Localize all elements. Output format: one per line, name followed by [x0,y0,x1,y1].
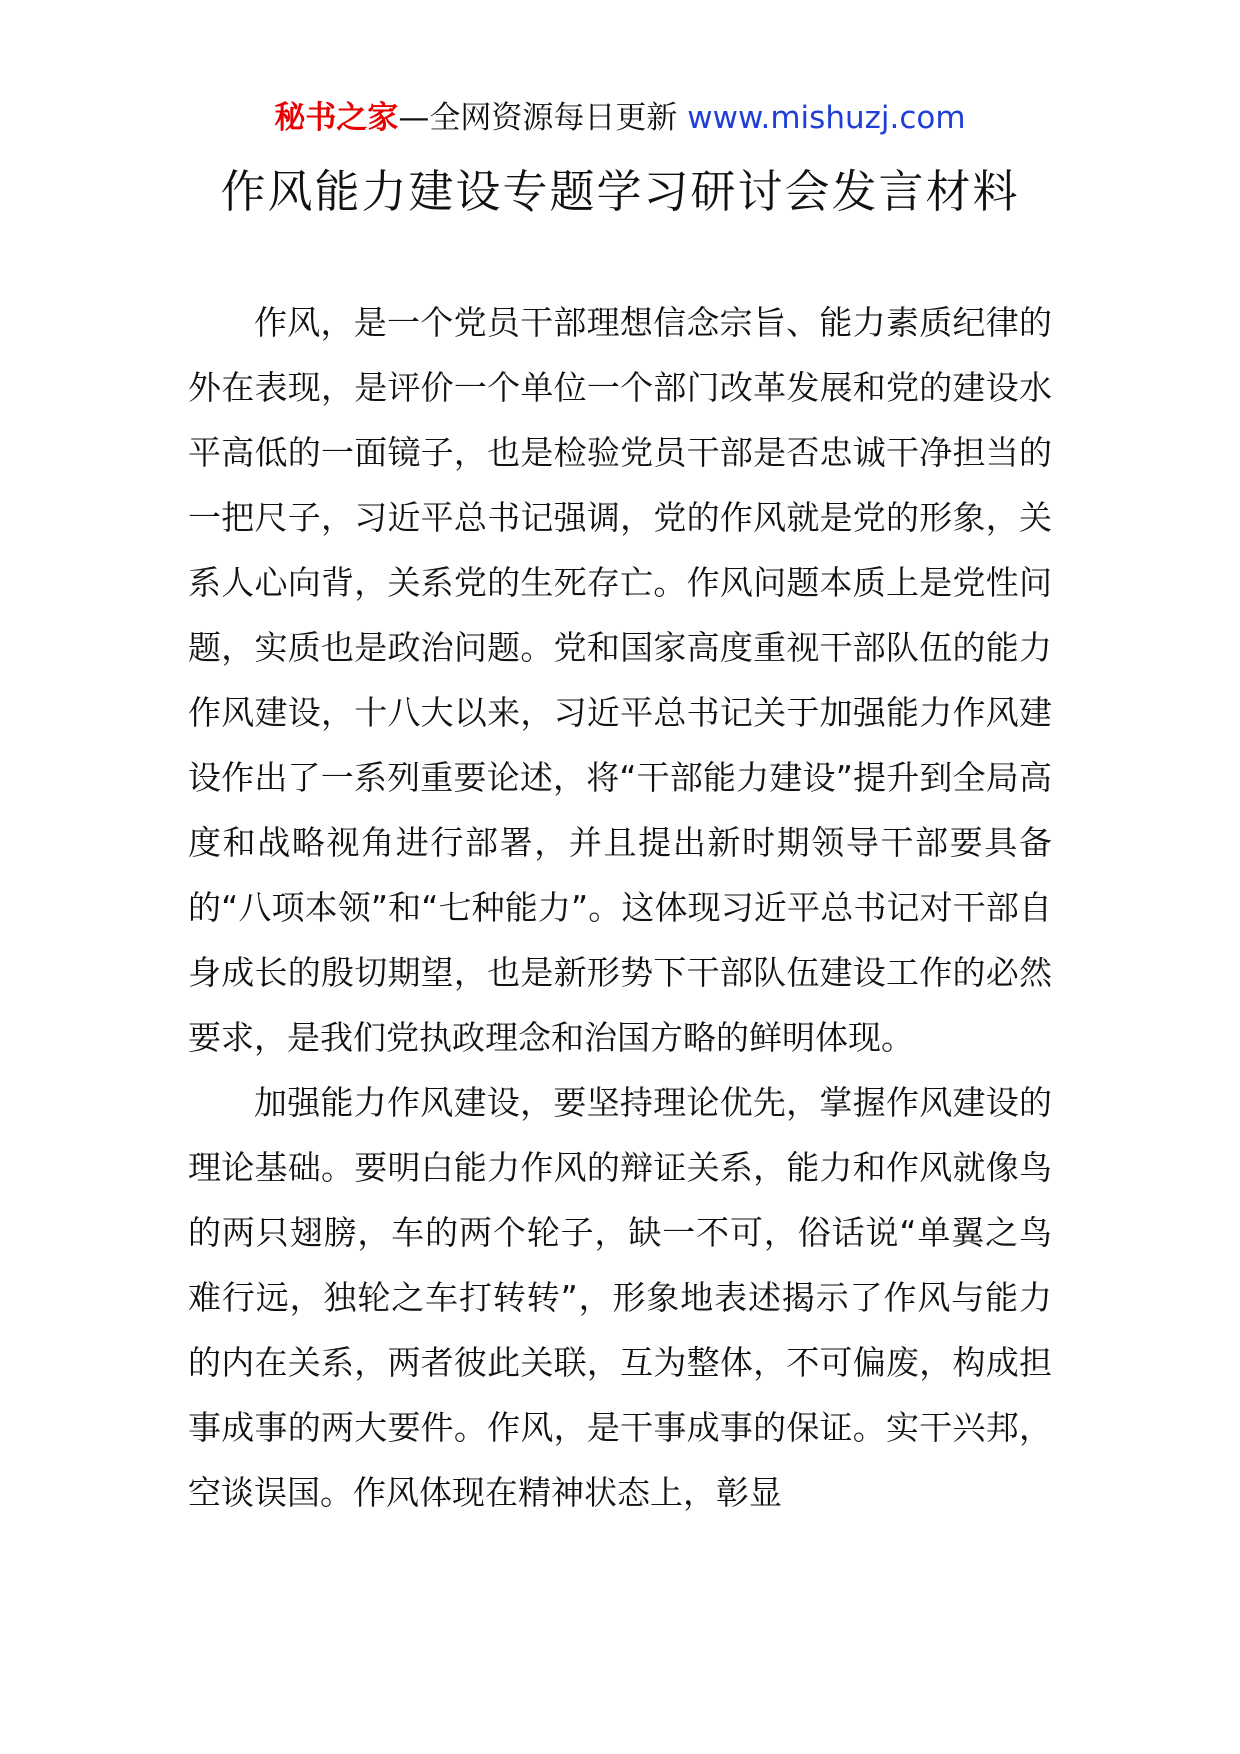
document-title: 作风能力建设专题学习研讨会发言材料 [220,165,1020,218]
paragraph-2: 加强能力作风建设，要坚持理论优先，掌握作风建设的理论基础。要明白能力作风的辩证关系，能力和作风就像鸟的两只翅膀，车的两个轮子，缺一不可，俗话说“单翼之鸟难行远，独轮之车打转转”，形象地表述揭示了作风与能力的内在关系，两者彼此关联，互为整体，不可偏废，构成担事成事的两大要件。作风，是干事成事的保证。实干兴邦，空谈误国。作风体现在精神状态上，彰显 [188,1083,1052,1512]
brand-name: 秘书之家 [274,100,399,136]
site-url-link[interactable]: www.mishuzj.com [687,100,966,136]
document-body [188,290,1052,1525]
site-header [0,98,1240,138]
paragraph-1: 作风，是一个党员干部理想信念宗旨、能力素质纪律的外在表现，是评价一个单位一个部门改革发展和党的建设水平高低的一面镜子，也是检验党员干部是否忠诚干净担当的一把尺子，习近平总书记强调，党的作风就是党的形象，关系人心向背，关系党的生死存亡。作风问题本质上是党性问题，实质也是政治问题。党和国家高度重视干部队伍的能力作风建设，十八大以来，习近平总书记关于加强能力作风建设作出了一系列重要论述，将“干部能力建设”提升到全局高度和战略视角进行部署，并且提出新时期领导干部要具备的“八项本领”和“七种能力”。这体现习近平总书记对干部自身成长的殷切期望，也是新形势下干部队伍建设工作的必然要求，是我们党执政理念和治国方略的鲜明体现。 [188,303,1052,1057]
header-tagline: —全网资源每日更新 [398,100,678,136]
